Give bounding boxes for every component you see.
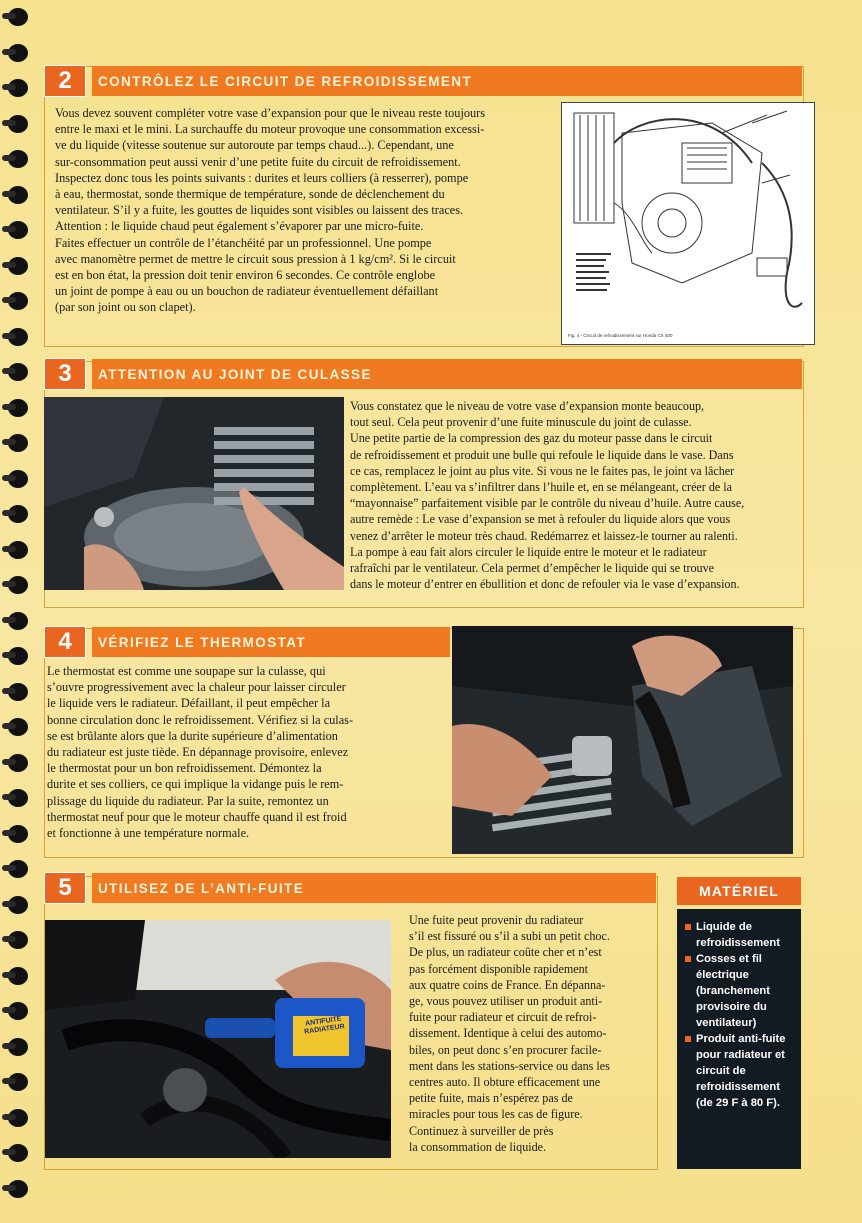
spiral-ring: [2, 470, 28, 488]
spiral-ring: [2, 221, 28, 239]
section-5-number: 5: [44, 872, 86, 904]
text-line: à eau, thermostat, sonde thermique de température, sonde de déclenchement du: [55, 187, 445, 202]
text-line: le liquide vers le radiateur. Défaillant, il peut empêcher la: [47, 696, 331, 711]
text-line: se est brûlante alors que la durite supérieure d’alimentation: [47, 728, 338, 743]
section-3-number: 3: [44, 358, 86, 390]
text-line: plissage du liquide du radiateur. Par la suite, remontez un: [47, 793, 329, 808]
spiral-ring: [2, 576, 28, 594]
text-line: durite et ses colliers, ce qui implique la vidange puis le rem-: [47, 777, 344, 792]
text-line: s’ouvre progressivement avec la chaleur pour laisser circuler: [47, 680, 346, 695]
engine-line-drawing: [562, 103, 814, 344]
text-line: et fonctionne à une température normale.: [47, 826, 250, 841]
spiral-ring: [2, 754, 28, 772]
text-line: du radiateur est juste tiède. En dépannage provisoire, enlevez: [47, 745, 349, 760]
text-line: sur-consommation peut aussi venir d’une petite fuite du circuit de refroidissement.: [55, 154, 461, 169]
text-line: dans le moteur d’entrer en ébullition et donc de refouler via le vase d’expansion.: [350, 577, 740, 592]
text-line: Vous devez souvent compléter votre vase d’expansion pour que le niveau reste toujours: [55, 106, 486, 120]
text-line: un joint de pompe à eau ou un bouchon de radiateur éventuellement défaillant: [55, 284, 439, 299]
spiral-ring: [2, 1073, 28, 1091]
text-line: Attention : le liquide chaud peut également s’évaporer par une micro-fuite.: [55, 219, 424, 234]
section-4-title: VÉRIFIEZ LE THERMOSTAT: [98, 634, 307, 650]
section-3-body: [350, 398, 798, 592]
text-line: pas forcément disponible rapidement: [409, 961, 588, 976]
section-4-body: [47, 663, 447, 841]
engine-photo-joint: [44, 397, 344, 590]
spiral-ring: [2, 1038, 28, 1056]
spiral-ring: [2, 896, 28, 914]
text-line: rafraîchi par le ventilateur. Cela permet d’empêcher le liquide qui se trouve: [350, 561, 714, 576]
section-2-header: [44, 66, 802, 96]
spiral-ring: [2, 399, 28, 417]
text-line: Une fuite peut provenir du radiateur: [409, 913, 584, 927]
text-line: miracles pour tous les cas de figure.: [409, 1107, 583, 1122]
spiral-ring: [2, 363, 28, 381]
text-line: Le thermostat est comme une soupape sur la culasse, qui: [47, 664, 326, 678]
diagram-caption: Fig. 4 - Circuit de refroidissement sur Honda CX 500: [568, 333, 673, 338]
materiel-item: Produit anti-fuite pour radiateur et circuit de refroidissement (de 29 F à 80 F).: [685, 1031, 795, 1111]
text-line: petite fuite, mais n’espérez pas de: [409, 1091, 573, 1106]
text-line: ce cas, remplacez le joint au plus vite. Si vous ne le faites pas, le joint va lâcher: [350, 463, 735, 478]
text-line: s’il est fissuré ou s’il a subi un petit choc.: [409, 929, 610, 944]
spiral-ring: [2, 825, 28, 843]
section-2-title: CONTRÔLEZ LE CIRCUIT DE REFROIDISSEMENT: [98, 73, 473, 89]
spiral-ring: [2, 967, 28, 985]
text-line: le thermostat pour un bon refroidissement. Démontez la: [47, 761, 322, 776]
spiral-ring: [2, 683, 28, 701]
text-line: centres auto. Il obture efficacement une: [409, 1075, 601, 1090]
spiral-ring: [2, 718, 28, 736]
text-line: Une petite partie de la compression des gaz du moteur passe dans le circuit: [350, 431, 713, 446]
spiral-ring: [2, 612, 28, 630]
text-line: De plus, un radiateur coûte cher et n’est: [409, 945, 602, 960]
text-line: ventilateur. S’il y a fuite, les gouttes de liquides sont visibles ou laissent des traces.: [55, 203, 464, 218]
spiral-ring: [2, 647, 28, 665]
text-line: Continuez à surveiller de près: [409, 1123, 554, 1138]
spiral-ring: [2, 434, 28, 452]
text-line: dissement. Identique à celui des automo-: [409, 1026, 607, 1041]
spiral-ring: [2, 505, 28, 523]
bottle-label: ANTIFUITE RADIATEUR: [303, 1015, 346, 1036]
spiral-ring: [2, 150, 28, 168]
section-4-header: [44, 627, 450, 657]
text-line: tout seul. Cela peut provenir d’une fuite minuscule du joint de culasse.: [350, 415, 692, 430]
section-5-title: UTILISEZ DE L’ANTI-FUITE: [98, 880, 305, 896]
text-line: bonne circulation donc le refroidissement. Vérifiez si la culas-: [47, 712, 354, 727]
materiel-list: [685, 919, 795, 1111]
section-2-body: [55, 105, 555, 316]
spiral-ring: [2, 328, 28, 346]
text-line: “mayonnaise” parfaitement visible par le contrôle du niveau d’huile. Autre cause,: [350, 496, 745, 511]
text-line: biles, on peut donc s’en procurer facile-: [409, 1042, 602, 1057]
text-line: fuite pour radiateur et circuit de refroi-: [409, 1010, 597, 1025]
spiral-ring: [2, 1002, 28, 1020]
section-3-title: ATTENTION AU JOINT DE CULASSE: [98, 366, 372, 382]
text-line: ment dans les stations-service ou dans les: [409, 1058, 610, 1073]
spiral-ring: [2, 8, 28, 26]
text-line: autre remède : Le vase d’expansion se met à refouler du liquide alors que vous: [350, 512, 731, 527]
text-line: Inspectez donc tous les points suivants : durites et leurs colliers (à resserrer), pompe: [55, 170, 469, 185]
text-line: la consommation de liquide.: [409, 1139, 547, 1154]
section-2-number: 2: [44, 65, 86, 97]
spiral-ring: [2, 292, 28, 310]
text-line: de refroidissement et produit une bulle qui refoule le liquide dans le vase. Dans: [350, 447, 734, 462]
spiral-ring: [2, 44, 28, 62]
text-line: La pompe à eau fait alors circuler le liquide entre le moteur et le radiateur: [350, 544, 707, 559]
text-line: avec manomètre permet de mettre le circuit sous pression à 1 kg/cm². Si le circuit: [55, 251, 456, 266]
spiral-ring: [2, 541, 28, 559]
spiral-ring: [2, 931, 28, 949]
spiral-ring: [2, 789, 28, 807]
anti-leak-photo: [45, 920, 391, 1158]
text-line: (par son joint ou son clapet).: [55, 300, 196, 315]
section-5-header: [44, 873, 656, 903]
spiral-ring: [2, 186, 28, 204]
text-line: Faites effectuer un contrôle de l’étanchéité par un professionnel. Une pompe: [55, 235, 432, 250]
spiral-ring: [2, 115, 28, 133]
section-3-header: [44, 359, 802, 389]
section-5-body: [409, 912, 654, 1155]
spiral-ring: [2, 79, 28, 97]
spiral-ring: [2, 1144, 28, 1162]
materiel-item: Cosses et fil électrique (branchement provisoire du ventilateur): [685, 951, 795, 1031]
spiral-ring: [2, 860, 28, 878]
thermostat-photo: [452, 626, 793, 854]
spiral-ring: [2, 257, 28, 275]
spiral-ring: [2, 1109, 28, 1127]
text-line: ve du liquide (vitesse soutenue sur autoroute par temps chaud...). Cependant, une: [55, 138, 454, 153]
text-line: entre le maxi et le mini. La surchauffe du moteur provoque une consommation excessi-: [55, 122, 485, 137]
text-line: ge, vous pouvez utiliser un produit anti-: [409, 994, 603, 1009]
text-line: venez d’arrêter le moteur très chaud. Redémarrez et laissez-le tourner au ralenti.: [350, 528, 738, 543]
materiel-panel: [677, 909, 801, 1169]
spiral-ring: [2, 1180, 28, 1198]
materiel-item: Liquide de refroidissement: [685, 919, 795, 951]
text-line: est en bon état, la pression doit tenir environ 6 secondes. Ce contrôle englobe: [55, 268, 436, 283]
text-line: complètement. L’eau va s’infiltrer dans l’huile et, en se mélangeant, créer de la: [350, 480, 733, 495]
text-line: thermostat neuf pour que le moteur chauffe quand il est froid: [47, 809, 347, 824]
materiel-title: MATÉRIEL: [677, 877, 801, 905]
text-line: aux quatre coins de France. En dépanna-: [409, 977, 606, 992]
cooling-circuit-diagram: [561, 102, 815, 345]
spiral-binding: [0, 0, 38, 1223]
section-4-number: 4: [44, 626, 86, 658]
text-line: Vous constatez que le niveau de votre vase d’expansion monte beaucoup,: [350, 399, 705, 413]
